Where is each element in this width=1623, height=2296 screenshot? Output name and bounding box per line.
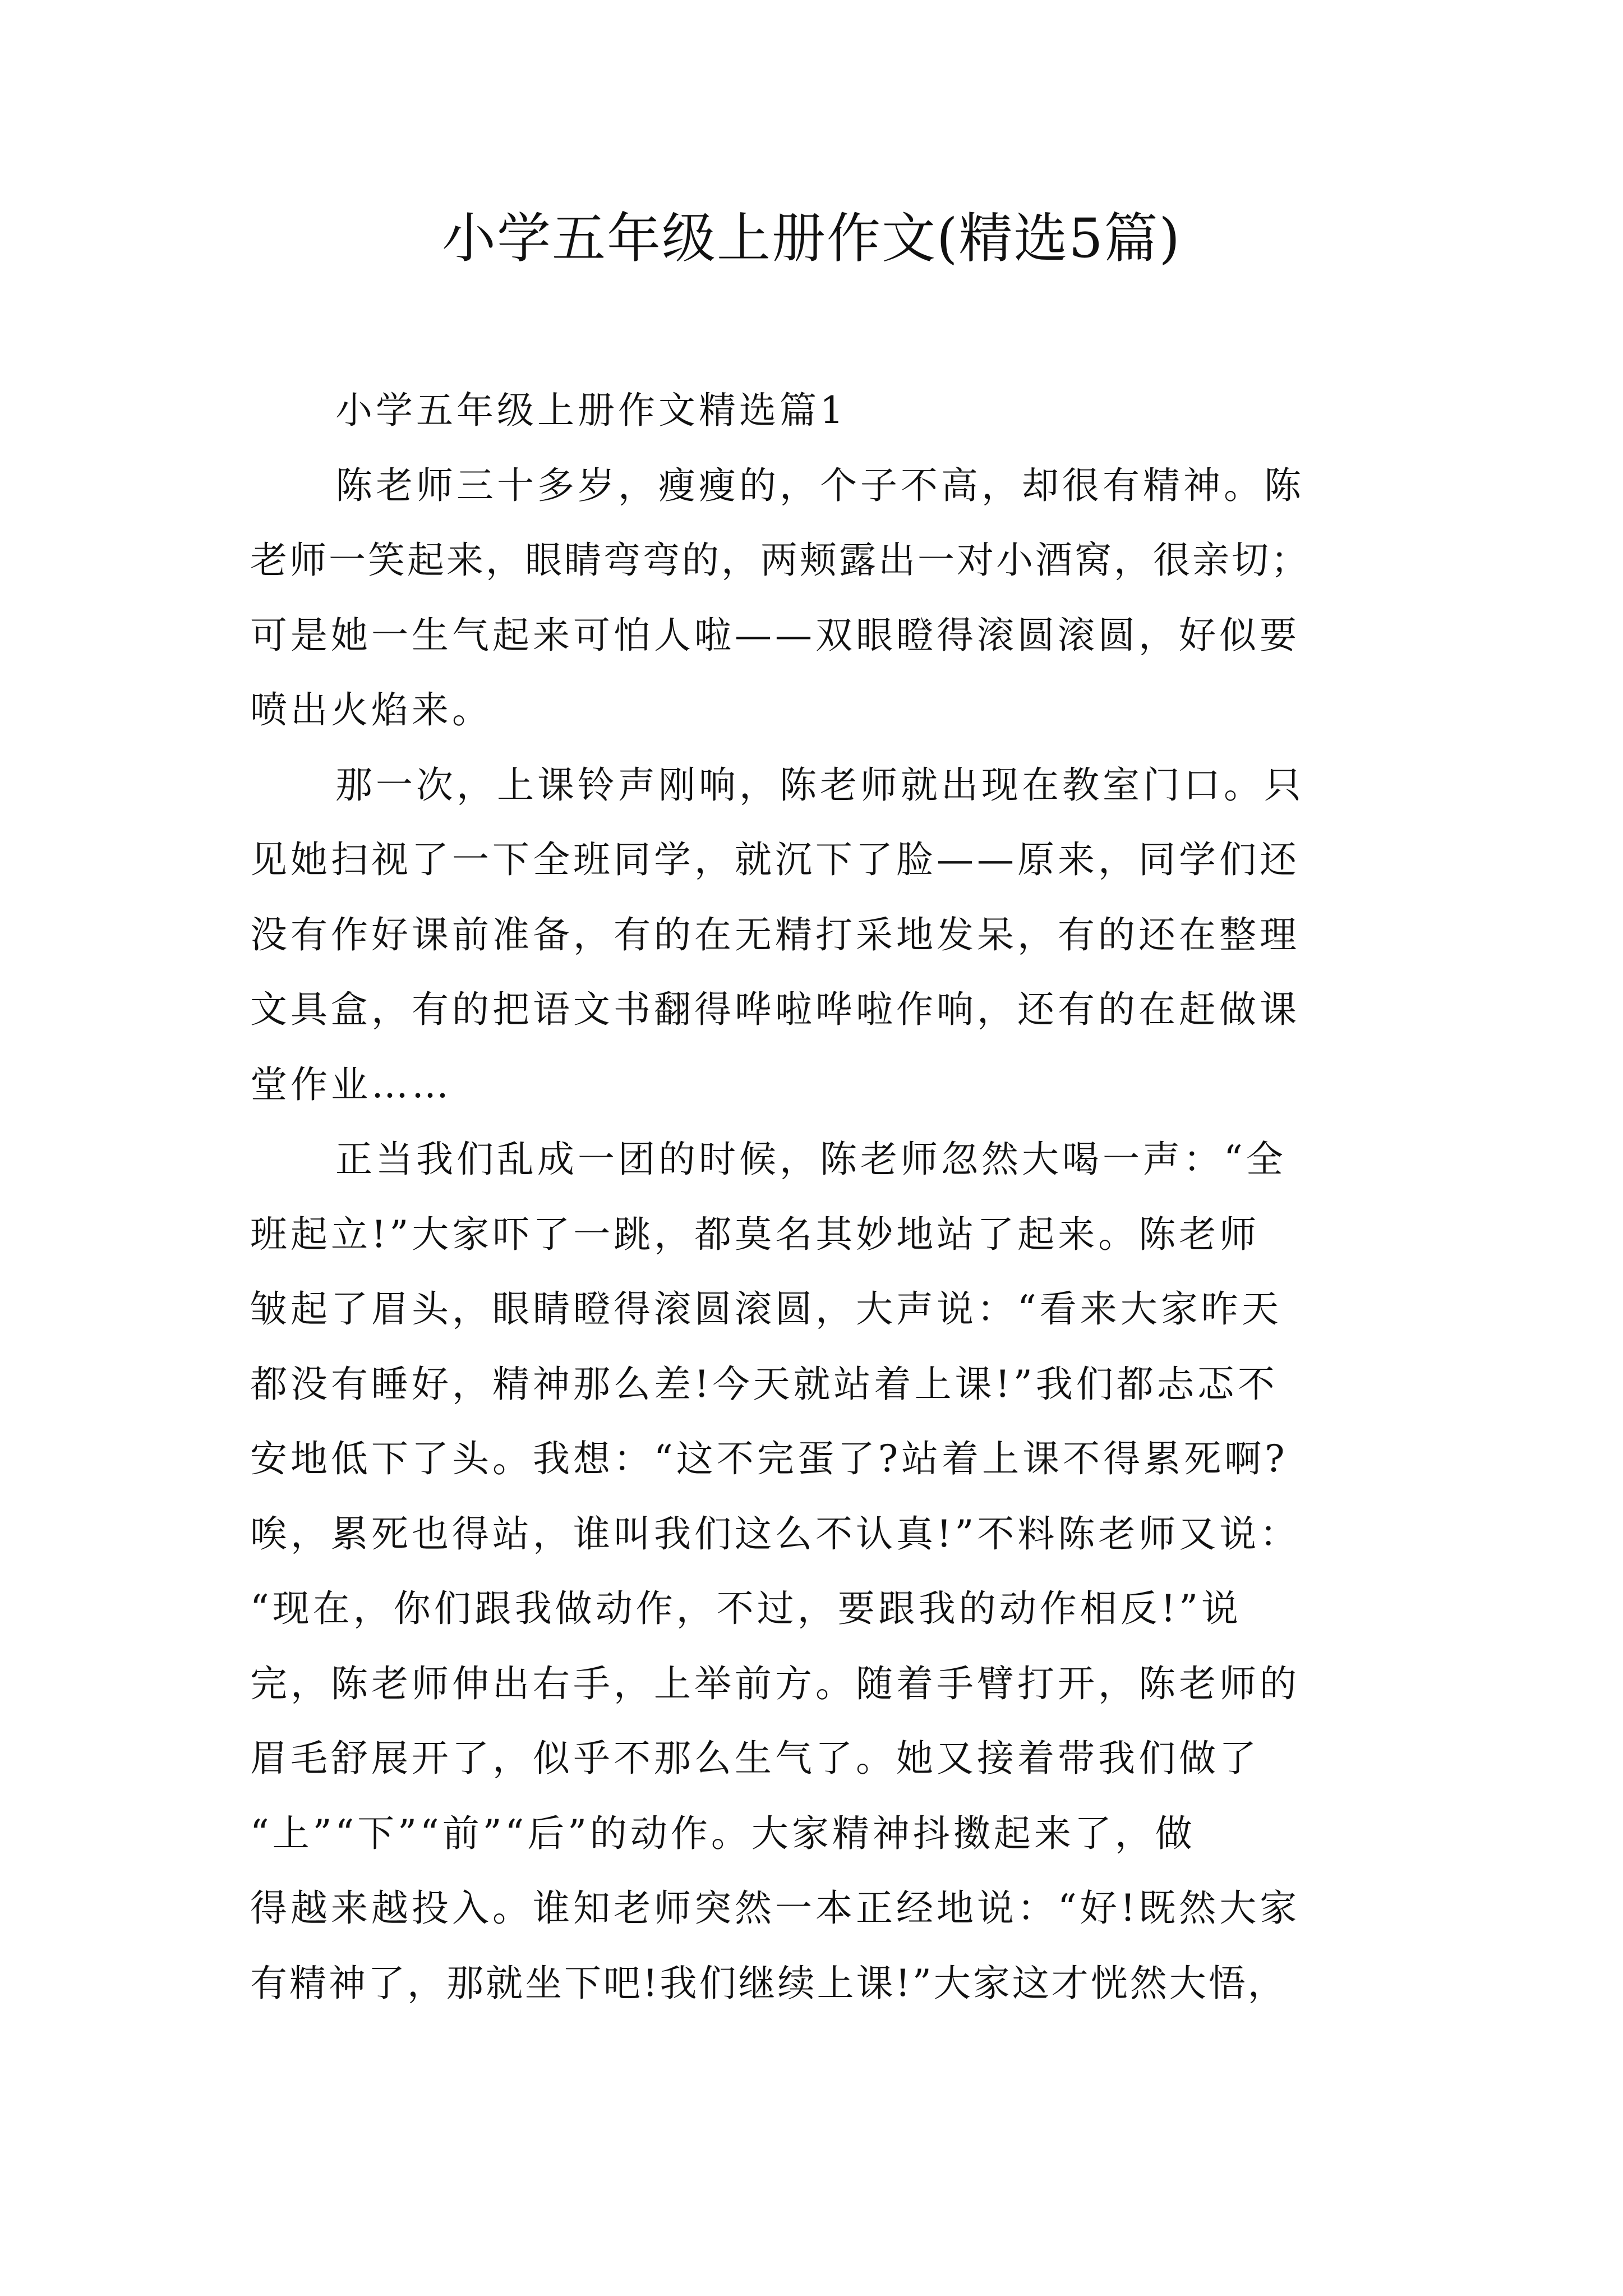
paragraph-line: 皱起了眉头，眼睛瞪得滚圆滚圆，大声说：“看来大家昨天 — [250, 1287, 1282, 1331]
paragraph-line: 完，陈老师伸出右手，上举前方。随着手臂打开，陈老师的 — [250, 1662, 1300, 1705]
paragraph-line: 正当我们乱成一团的时候，陈老师忽然大喝一声：“全 — [335, 1138, 1287, 1181]
paragraph-line: 见她扫视了一下全班同学，就沉下了脸——原来，同学们还 — [250, 838, 1300, 881]
paragraph-line: 可是她一生气起来可怕人啦——双眼瞪得滚圆滚圆，好似要 — [250, 613, 1300, 657]
paragraph-line: 眉毛舒展开了，似乎不那么生气了。她又接着带我们做了 — [250, 1737, 1260, 1780]
document-body — [250, 373, 1372, 2021]
paragraph-line: 唉，累死也得站，谁叫我们这么不认真!”不料陈老师又说： — [250, 1512, 1301, 1556]
paragraph-line: 文具盒，有的把语文书翻得哗啦哗啦作响，还有的在赶做课 — [250, 988, 1300, 1031]
paragraph-line: 有精神了，那就坐下吧!我们继续上课!”大家这才恍然大悟， — [250, 1961, 1287, 2005]
document-title: 小学五年级上册作文(精选5篇) — [442, 207, 1181, 270]
paragraph-line: 老师一笑起来，眼睛弯弯的，两颊露出一对小酒窝，很亲切； — [250, 539, 1310, 582]
paragraph-line: 都没有睡好，精神那么差!今天就站着上课!”我们都忐忑不 — [250, 1362, 1278, 1406]
paragraph-line: 喷出火焰来。 — [250, 688, 492, 731]
paragraph-line: 没有作好课前准备，有的在无精打采地发呆，有的还在整理 — [250, 913, 1300, 956]
paragraph — [250, 748, 1372, 1122]
paragraph-line: 安地低下了头。我想：“这不完蛋了?站着上课不得累死啊? — [250, 1437, 1288, 1480]
paragraph-line: “现在，你们跟我做动作，不过，要跟我的动作相反!”说 — [250, 1587, 1242, 1630]
paragraph-line: 陈老师三十多岁，瘦瘦的，个子不高，却很有精神。陈 — [335, 463, 1304, 507]
paragraph-line: 班起立!”大家吓了一跳，都莫名其妙地站了起来。陈老师 — [250, 1212, 1260, 1256]
paragraph-line: 堂作业…… — [250, 1062, 452, 1106]
paragraph-line: 那一次，上课铃声刚响，陈老师就出现在教室门口。只 — [335, 763, 1304, 807]
section-heading: 小学五年级上册作文精选篇1 — [335, 389, 847, 432]
paragraph-line: “上”“下”“前”“后”的动作。大家精神抖擞起来了，做 — [250, 1811, 1196, 1855]
paragraph-line: 得越来越投入。谁知老师突然一本正经地说：“好!既然大家 — [250, 1887, 1301, 1930]
paragraph — [250, 448, 1372, 748]
paragraph — [250, 1122, 1372, 2021]
